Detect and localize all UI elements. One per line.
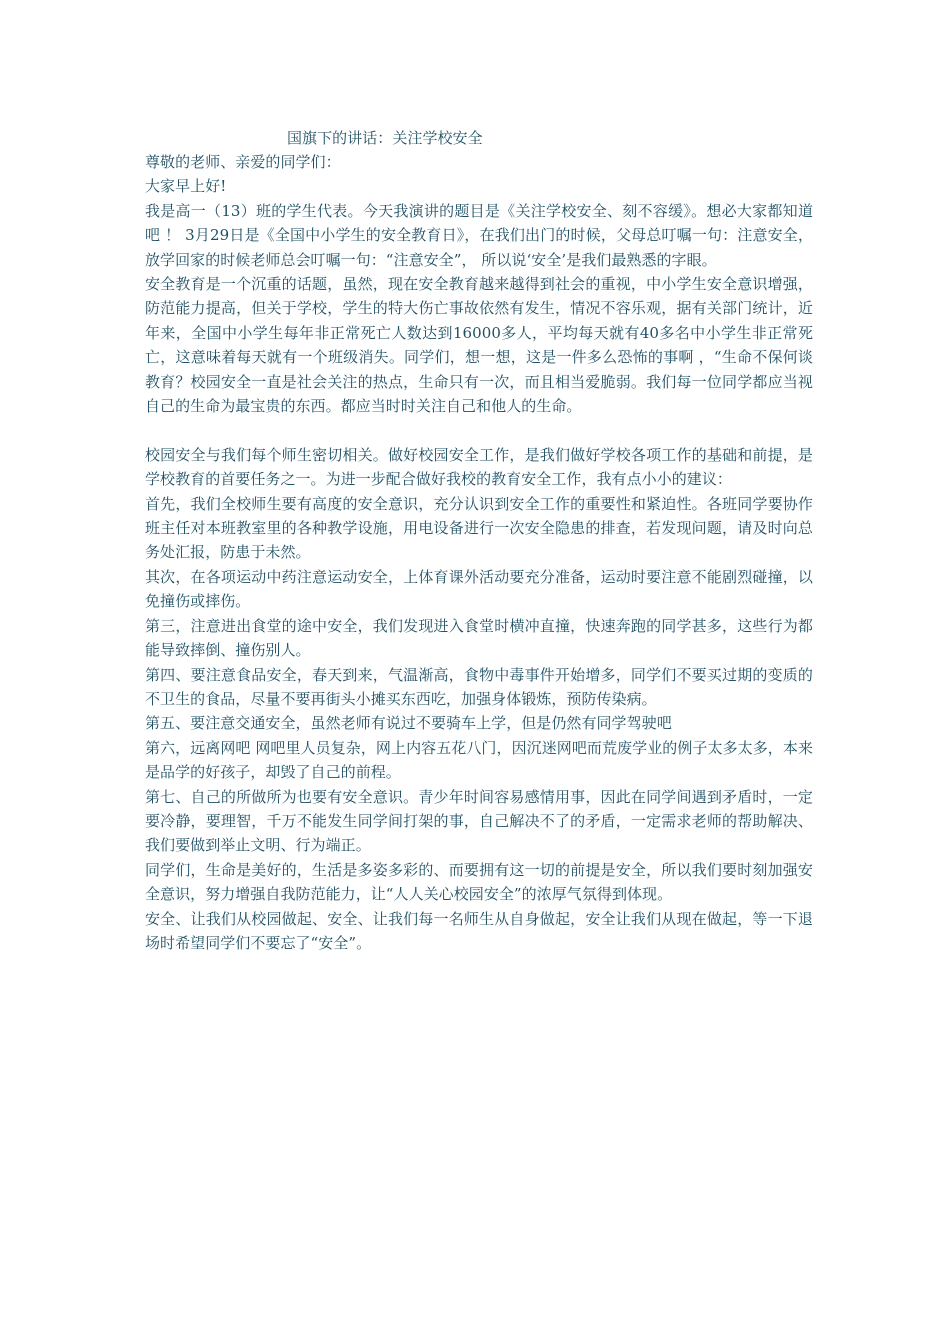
suggestion-third: 第三，注意进出食堂的途中安全，我们发现进入食堂时横冲直撞，快速奔跑的同学甚多，这些行为都能导致摔倒、撞伤别人。 [145,616,813,660]
suggestion-fourth: 第四、要注意食品安全，春天到来，气温渐高，食物中毒事件开始增多，同学们不要买过期的变质的不卫生的食品，尽量不要再街头小摊买东西吃，加强身体锻炼，预防传染病。 [145,665,813,708]
conclusion-paragraph: 同学们，生命是美好的，生活是多姿多彩的、而要拥有这一切的前提是安全，所以我们要时刻加强安全意识，努力增强自我防范能力，让“人人关心校园安全”的浓厚气氛得到体现。 [145,860,813,904]
salutation: 尊敬的老师、亲爱的同学们： [145,153,341,171]
campus-safety-paragraph: 校园安全与我们每个师生密切相关。做好校园安全工作，是我们做好学校各项工作的基础和前提，是学校教育的首要任务之一。为进一步配合做好我校的教育安全工作，我有点小小的建议： [145,445,813,489]
suggestion-second: 其次，在各项运动中药注意运动安全，上体育课外活动要充分准备，运动时要注意不能剧烈碰撞，以免撞伤或摔伤。 [145,567,813,611]
suggestion-fifth: 第五、要注意交通安全，虽然老师有说过不要骑车上学，但是仍然有同学驾驶吧 [145,714,672,733]
introduction-paragraph: 我是高一（13）班的学生代表。今天我演讲的题目是《关注学校安全、刻不容缓》。想必大家都知道吧 ！ 3月29日是《全国中小学生的安全教育日》，在我们出门的时候，父母总叮嘱一句：注意安全，放学回家的时候老师总会叮嘱一句：“注意安全”， 所以说‘安全’是我们最熟悉的字眼。 [145,201,813,269]
document-title: 国旗下的讲话：关注学校安全 [287,129,483,147]
blank-line [145,418,813,442]
suggestion-sixth: 第六，远离网吧 网吧里人员复杂，网上内容五花八门，因沉迷网吧而荒废学业的例子太多太多，本来是品学的好孩子，却毁了自己的前程。 [145,738,813,782]
suggestion-first: 首先，我们全校师生要有高度的安全意识，充分认识到安全工作的重要性和紧迫性。各班同学要协作班主任对本班教室里的各种教学设施，用电设备进行一次安全隐患的排查，若发现问题，请及时向总务处汇报，防患于未然。 [145,494,813,562]
greeting: 大家早上好! [145,177,227,196]
closing-paragraph: 安全、让我们从校园做起、安全、让我们每一名师生从自身做起，安全让我们从现在做起，等一下退场时希望同学们不要忘了“安全”。 [145,909,813,952]
safety-education-paragraph: 安全教育是一个沉重的话题，虽然，现在安全教育越来越得到社会的重视，中小学生安全意识增强，防范能力提高，但关于学校，学生的特大伤亡事故依然有发生，情况不容乐观，据有关部门统计，近年来，全国中小学生每年非正常死亡人数达到16000多人，平均每天就有40多名中小学生非正常死亡，这意味着每天就有一个班级消失。同学们，想一想，这是一件多么恐怖的事啊 ，“生命不保何谈教育？校园安全一直是社会关注的热点，生命只有一次，而且相当爱脆弱。我们每一位同学都应当视自己的生命为最宝贵的东西。都应当时时关注自己和他人的生命。 [145,275,813,416]
document-body [145,126,813,955]
suggestion-seventh: 第七、自己的所做所为也要有安全意识。青少年时间容易感情用事，因此在同学间遇到矛盾时，一定要冷静，要理智，千万不能发生同学间打架的事，自己解决不了的矛盾，一定需求老师的帮助解决、我们要做到举止文明、行为端正。 [145,787,813,855]
